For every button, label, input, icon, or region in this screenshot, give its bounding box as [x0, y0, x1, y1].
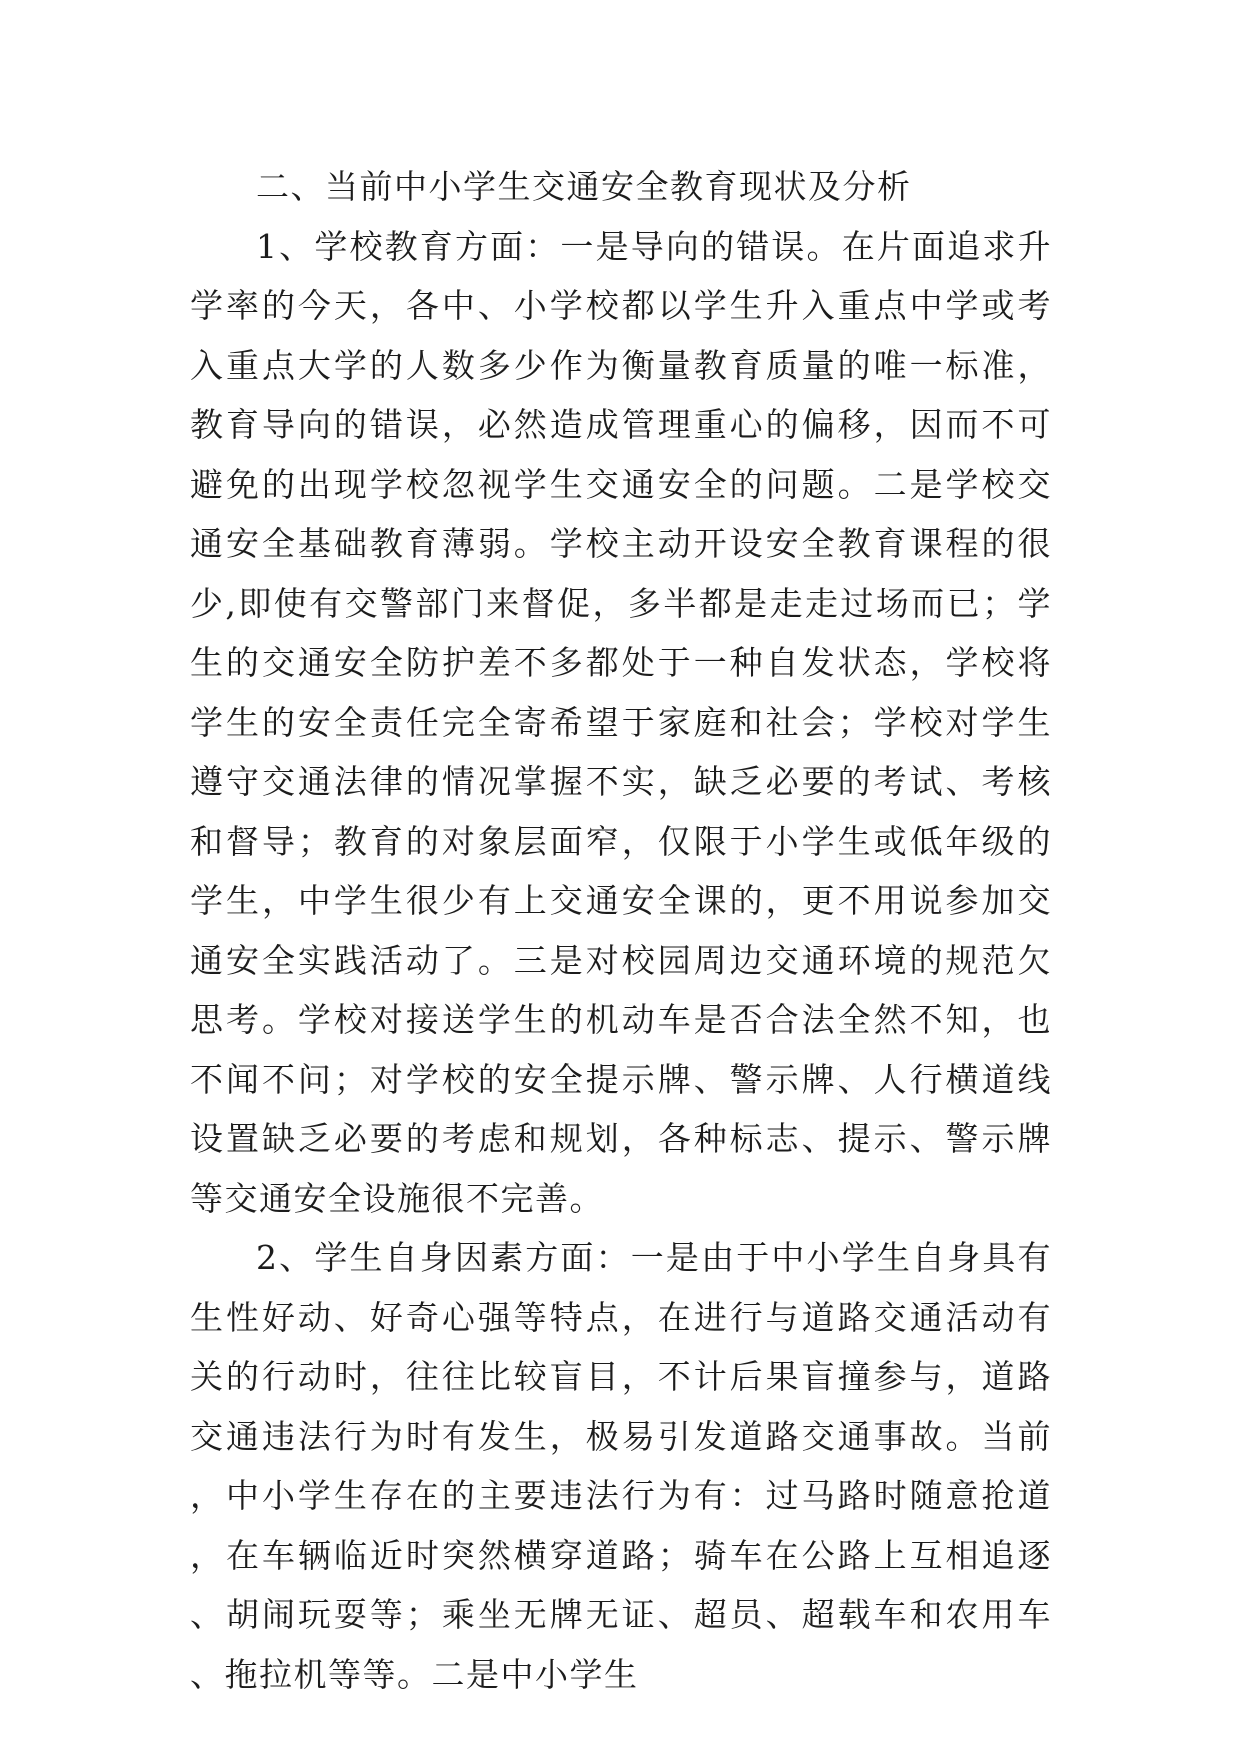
document-body	[190, 157, 1052, 1704]
paragraph-school-education: 1、学校教育方面：一是导向的错误。在片面追求升学率的今天，各中、小学校都以学生升入重点中学或考入重点大学的人数多少作为衡量教育质量的唯一标准，教育导向的错误，必然造成管理重心的偏移，因而不可避免的出现学校忽视学生交通安全的问题。二是学校交通安全基础教育薄弱。学校主动开设安全教育课程的很少,即使有交警部门来督促，多半都是走走过场而已；学生的交通安全防护差不多都处于一种自发状态，学校将学生的安全责任完全寄希望于家庭和社会；学校对学生遵守交通法律的情况掌握不实，缺乏必要的考试、考核和督导；教育的对象层面窄，仅限于小学生或低年级的学生，中学生很少有上交通安全课的，更不用说参加交通安全实践活动了。三是对校园周边交通环境的规范欠思考。学校对接送学生的机动车是否合法全然不知，也不闻不问；对学校的安全提示牌、警示牌、人行横道线设置缺乏必要的考虑和规划，各种标志、提示、警示牌等交通安全设施很不完善。	[190, 226, 1052, 1218]
section-heading: 二、当前中小学生交通安全教育现状及分析	[256, 167, 912, 206]
paragraph-student-factors: 2、学生自身因素方面：一是由于中小学生自身具有生性好动、好奇心强等特点，在进行与道路交通活动有关的行动时，往往比较盲目，不计后果盲撞参与，道路交通违法行为时有发生，极易引发道路交通事故。当前，中小学生存在的主要违法行为有：过马路时随意抢道，在车辆临近时突然横穿道路；骑车在公路上互相追逐、胡闹玩耍等；乘坐无牌无证、超员、超载车和农用车、拖拉机等等。二是中小学生	[190, 1238, 1052, 1694]
